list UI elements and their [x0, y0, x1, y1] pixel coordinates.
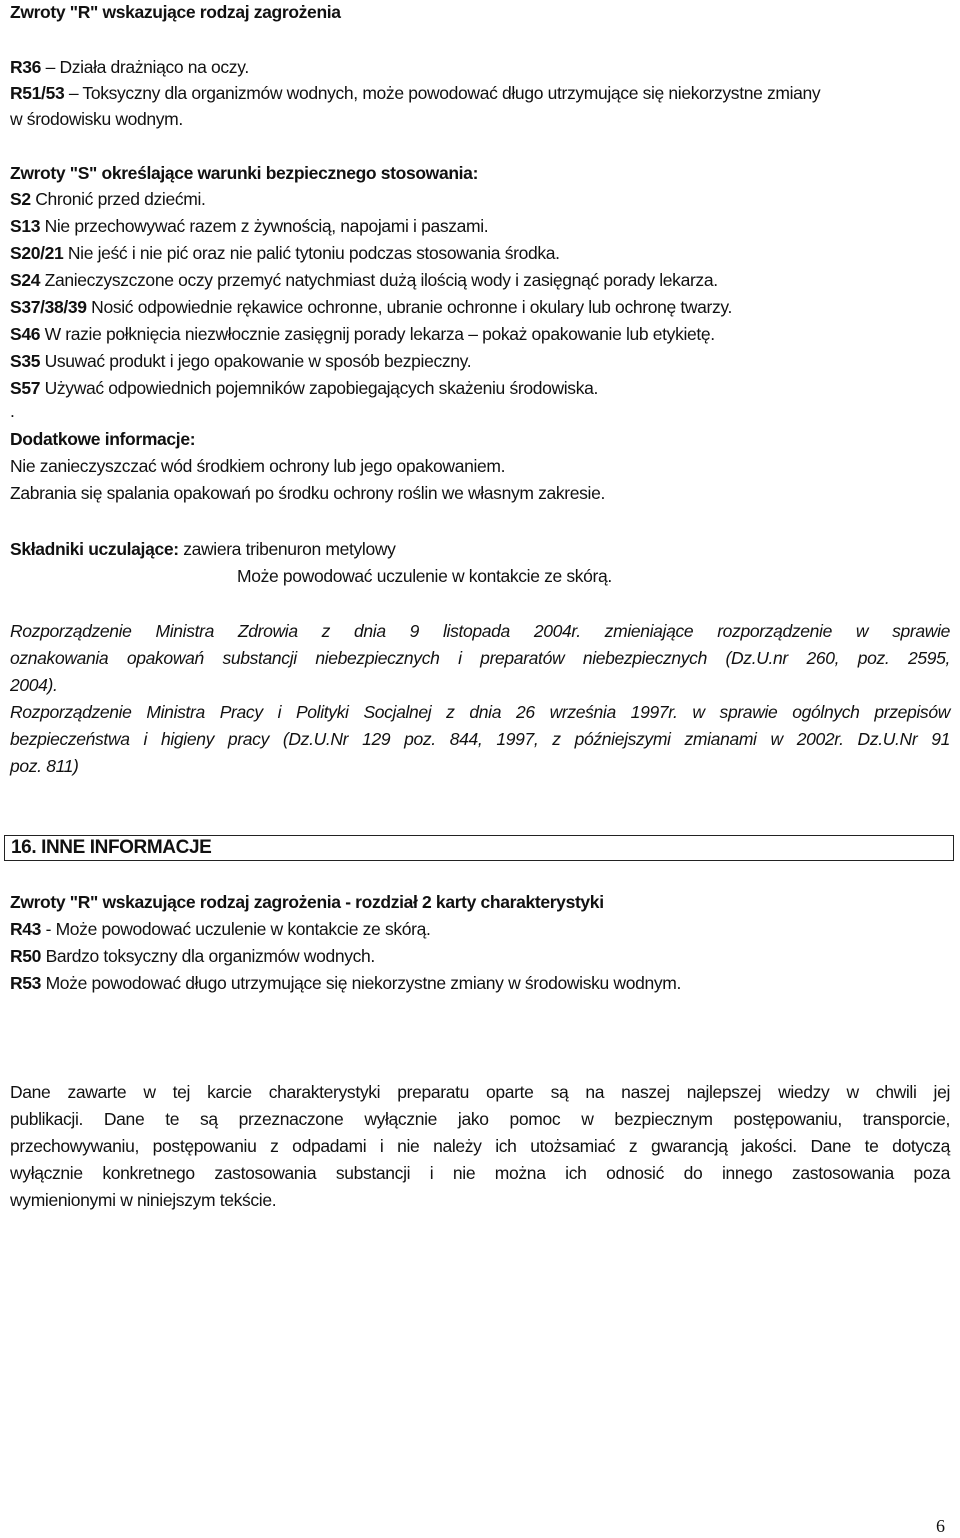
r-phrase-text: – Działa drażniąco na oczy.: [41, 57, 249, 77]
s-phrase-text: Używać odpowiednich pojemników zapobiegających skażeniu środowiska.: [40, 378, 598, 398]
s-phrase-text: Zanieczyszczone oczy przemyć natychmiast dużą ilością wody i zasięgnąć porady lekarza.: [40, 270, 718, 290]
s-phrase: [10, 215, 488, 237]
r-phrase-text: - Może powodować uczulenie w kontakcie ze skórą.: [41, 919, 431, 939]
s-phrase-code: S2: [10, 189, 31, 209]
section-16-r-heading: Zwroty "R" wskazujące rodzaj zagrożenia - rozdział 2 karty charakterystyki: [10, 892, 604, 912]
r-phrase-text: – Toksyczny dla organizmów wodnych, może powodować długo utrzymujące się niekorzystne zmiany: [64, 83, 821, 103]
sensitizers-line: [10, 538, 396, 560]
regulation-1-line-2: oznakowania opakowań substancji niebezpiecznych i preparatów niebezpiecznych (Dz.U.nr 260, poz. 2595,: [10, 648, 950, 668]
section-16-title: 16. INNE INFORMACJE: [11, 837, 212, 858]
s-phrase-text: Chronić przed dziećmi.: [30, 189, 206, 209]
s-phrase-code: S20/21: [10, 243, 64, 263]
section-16-r-phrase: [10, 918, 431, 940]
disclaimer-line: przechowywaniu, postępowaniu z odpadami i nie należy ich utożsamiać z gwarancją jakości. Dane te dotyczą: [10, 1136, 950, 1156]
regulation-2-line-3: poz. 811): [10, 756, 79, 776]
r-phrase: [10, 82, 820, 104]
r-phrase-text: Bardzo toksyczny dla organizmów wodnych.: [41, 946, 375, 966]
s-phrase: [10, 323, 715, 345]
r-phrase-text: Może powodować długo utrzymujące się niekorzystne zmiany w środowisku wodnym.: [41, 973, 681, 993]
section-16-r-phrase: [10, 972, 681, 994]
s-phrase: [10, 242, 560, 264]
sensitizers-value: zawiera tribenuron metylowy: [178, 539, 396, 559]
section-16-r-phrase: [10, 945, 375, 967]
r-phrase-code: R50: [10, 946, 42, 966]
section-16-header: [4, 835, 954, 861]
s-phrase-text: Usuwać produkt i jego opakowanie w sposób bezpieczny.: [40, 351, 472, 371]
s-phrase: [10, 296, 732, 318]
s-phrase-text: Nie jeść i nie pić oraz nie palić tytoniu podczas stosowania środka.: [63, 243, 560, 263]
s-phrase-code: S46: [10, 324, 41, 344]
disclaimer-line: Dane zawarte w tej karcie charakterystyki preparatu oparte są na naszej najlepszej wiedzy w chwili jej: [10, 1082, 950, 1102]
additional-heading: Dodatkowe informacje:: [10, 429, 196, 449]
s-phrase: [10, 350, 471, 372]
regulation-2-line-1: Rozporządzenie Ministra Pracy i Polityki Socjalnej z dnia 26 września 1997r. w sprawie ogólnych przepisów: [10, 702, 950, 722]
s-phrase: [10, 377, 598, 399]
s-phrase-code: S13: [10, 216, 41, 236]
disclaimer-line: wyłącznie konkretnego zastosowania substancji i nie można ich odnosić do innego zastosowania poza: [10, 1163, 950, 1183]
r-phrase-code: R36: [10, 57, 42, 77]
s-phrase-text: W razie połknięcia niezwłocznie zasięgnij porady lekarza – pokaż opakowanie lub etykietę.: [40, 324, 715, 344]
sensitizers-note: Może powodować uczulenie w kontakcie ze skórą.: [237, 566, 612, 586]
regulation-2-line-2: bezpieczeństwa i higieny pracy (Dz.U.Nr 129 poz. 844, 1997, z późniejszymi zmianami w 2002r. Dz.U.Nr 91: [10, 729, 950, 749]
regulation-1-line-1: Rozporządzenie Ministra Zdrowia z dnia 9 listopada 2004r. zmieniające rozporządzenie w sprawie: [10, 621, 950, 641]
s-phrase-text: Nosić odpowiednie rękawice ochronne, ubranie ochronne i okulary lub ochronę twarzy.: [86, 297, 733, 317]
s-phrase-code: S57: [10, 378, 41, 398]
disclaimer-line: wymienionymi w niniejszym tekście.: [10, 1190, 277, 1210]
r-phrase: [10, 56, 249, 78]
regulation-1-line-3: 2004).: [10, 675, 58, 695]
s-phrase-code: S35: [10, 351, 41, 371]
r-phrases-heading: Zwroty "R" wskazujące rodzaj zagrożenia: [10, 2, 341, 22]
s-phrase: [10, 188, 206, 210]
s-phrase: [10, 269, 718, 291]
additional-line: Nie zanieczyszczać wód środkiem ochrony lub jego opakowaniem.: [10, 456, 506, 476]
sensitizers-label: Składniki uczulające:: [10, 539, 179, 559]
s-phrase-code: S37/38/39: [10, 297, 87, 317]
r-phrase-code: R53: [10, 973, 42, 993]
disclaimer-line: publikacji. Dane te są przeznaczone wyłącznie jako pomoc w bezpiecznym postępowaniu, transporcie,: [10, 1109, 950, 1129]
r-phrase-continuation: w środowisku wodnym.: [10, 109, 183, 129]
s-phrase-code: S24: [10, 270, 41, 290]
additional-line: Zabrania się spalania opakowań po środku ochrony roślin we własnym zakresie.: [10, 483, 605, 503]
dot-line: .: [10, 401, 15, 421]
s-phrases-heading: Zwroty "S" określające warunki bezpiecznego stosowania:: [10, 163, 479, 183]
s-phrase-text: Nie przechowywać razem z żywnością, napojami i paszami.: [40, 216, 489, 236]
page-number: 6: [936, 1516, 945, 1536]
r-phrase-code: R43: [10, 919, 42, 939]
r-phrase-code: R51/53: [10, 83, 65, 103]
